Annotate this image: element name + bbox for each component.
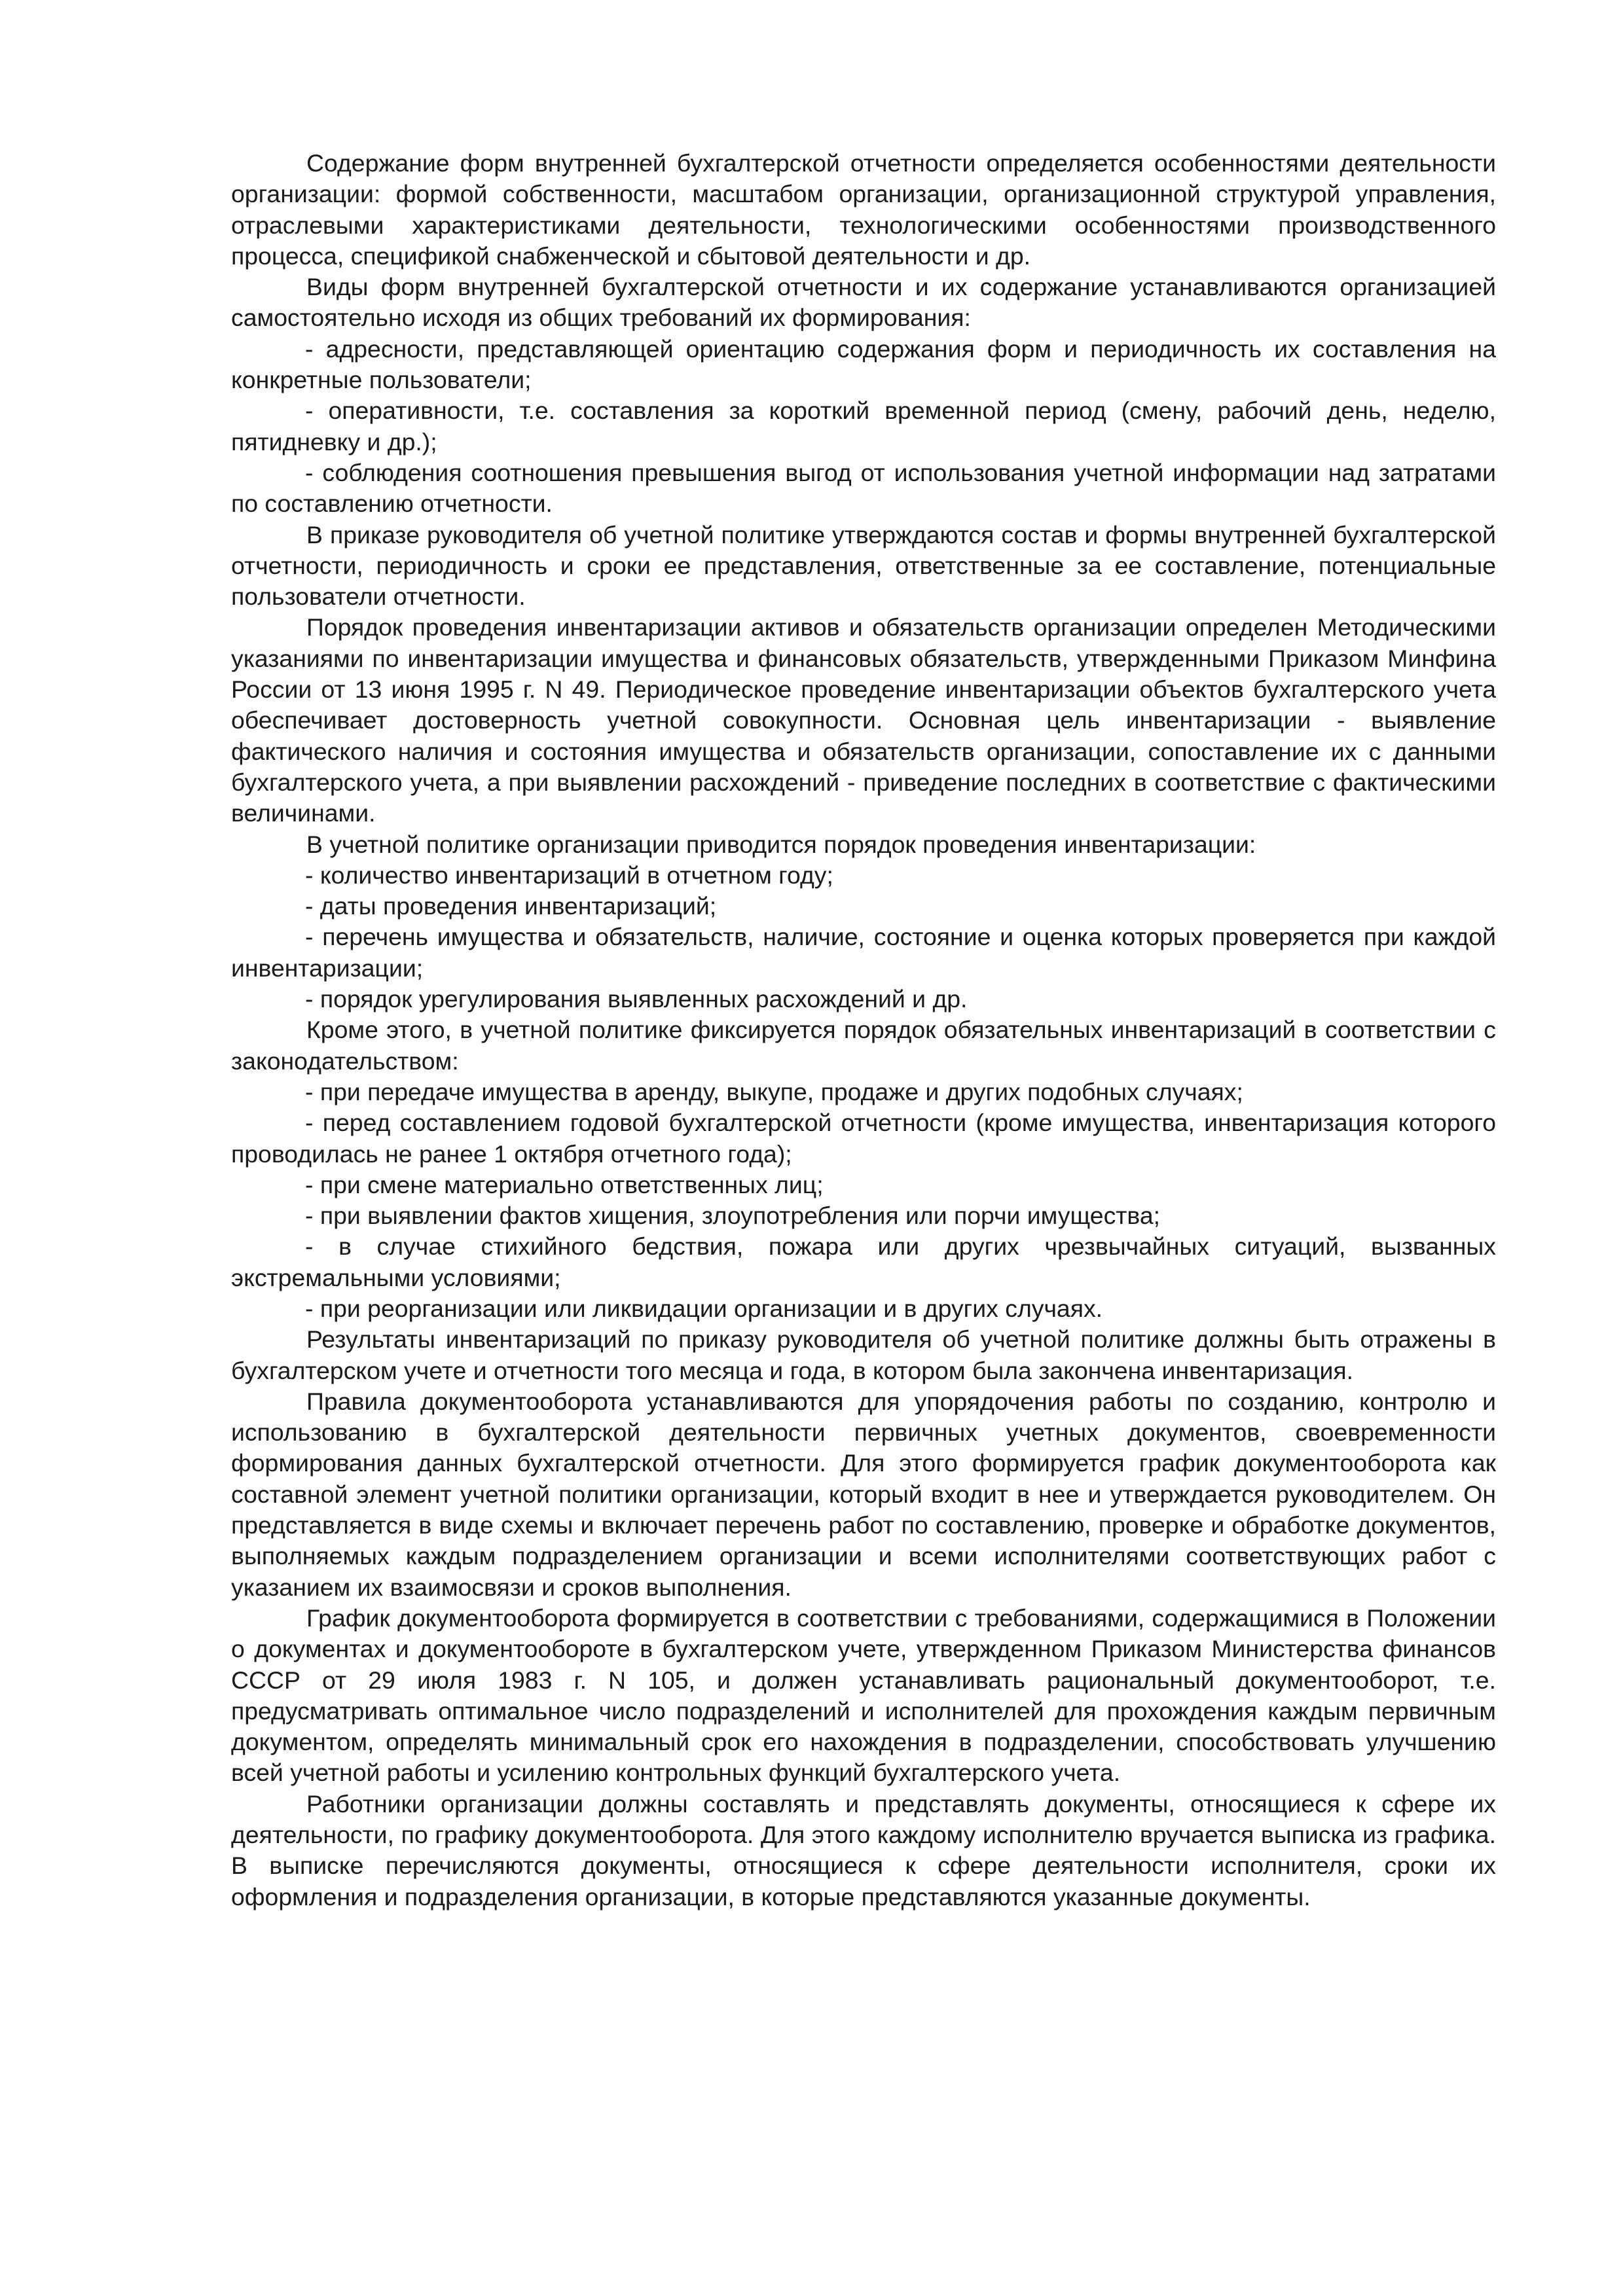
list-item: - адресности, представляющей ориентацию содержания форм и периодичность их составления на конкретные пользователи; — [231, 334, 1496, 394]
paragraph: График документооборота формируется в соответствии с требованиями, содержащимися в Положении о документах и документообороте в бухгалтерском учете, утвержденном Приказом Министерства финансов СССР от 29 июля 1983 г. N 105, и должен устанавливать рациональный документооборот, т.е. предусматривать оптимальное число подразделений и исполнителей для прохождения каждым первичным документом, определять минимальный срок его нахождения в подразделении, способствовать улучшению всей учетной работы и усилению контрольных функций бухгалтерского учета. — [231, 1604, 1496, 1787]
list-item: - порядок урегулирования выявленных расхождений и др. — [305, 985, 968, 1013]
paragraph: Правила документооборота устанавливаются для упорядочения работы по созданию, контролю и использованию в бухгалтерской деятельности первичных учетных документов, своевременности формирования данных бухгалтерской отчетности. Для этого формируется график документооборота как составной элемент учетной политики организации, который входит в нее и утверждается руководителем. Он представляется в виде схемы и включает перечень работ по составлению, проверке и обработке документов, выполняемых каждым подразделением организации и всеми исполнителями соответствующих работ с указанием их взаимосвязи и сроков выполнения. — [231, 1387, 1496, 1601]
list-item: - соблюдения соотношения превышения выгод от использования учетной информации над затратами по составлению отчетности. — [231, 458, 1496, 518]
paragraph: Виды форм внутренней бухгалтерской отчетности и их содержание устанавливаются организацией самостоятельно исходя из общих требований их формирования: — [231, 273, 1496, 332]
paragraph: Работники организации должны составлять и представлять документы, относящиеся к сфере их деятельности, по графику документооборота. Для этого каждому исполнителю вручается выписка из графика. В выписке перечисляются документы, относящиеся к сфере деятельности исполнителя, сроки их оформления и подразделения организации, в которые представляются указанные документы. — [231, 1789, 1496, 1910]
list-item: - количество инвентаризаций в отчетном году; — [305, 861, 833, 889]
document-page — [231, 148, 1496, 1912]
paragraph: Результаты инвентаризаций по приказу руководителя об учетной политике должны быть отражены в бухгалтерском учете и отчетности того месяца и года, в котором была закончена инвентаризация. — [231, 1325, 1496, 1384]
list-item: - оперативности, т.е. составления за короткий временной период (смену, рабочий день, неделю, пятидневку и др.); — [231, 397, 1496, 456]
paragraph: Порядок проведения инвентаризации активов и обязательств организации определен Методическими указаниями по инвентаризации имущества и финансовых обязательств, утвержденными Приказом Минфина России от 13 июня 1995 г. N 49. Периодическое проведение инвентаризации объектов бухгалтерского учета обеспечивает достоверность учетной совокупности. Основная цель инвентаризации - выявление фактического наличия и состояния имущества и обязательств организации, сопоставление их с данными бухгалтерского учета, а при выявлении расхождений - приведение последних в соответствие с фактическими величинами. — [231, 613, 1496, 827]
paragraph: Кроме этого, в учетной политике фиксируется порядок обязательных инвентаризаций в соответствии с законодательством: — [231, 1016, 1496, 1075]
paragraph: В учетной политике организации приводится порядок проведения инвентаризации: — [306, 830, 1256, 858]
list-item: - в случае стихийного бедствия, пожара или других чрезвычайных ситуаций, вызванных экстремальными условиями; — [231, 1232, 1496, 1291]
list-item: - даты проведения инвентаризаций; — [305, 892, 717, 920]
paragraph: В приказе руководителя об учетной политике утверждаются состав и формы внутренней бухгалтерской отчетности, периодичность и сроки ее представления, ответственные за ее составление, потенциальные пользователи отчетности. — [231, 520, 1496, 611]
list-item: - при реорганизации или ликвидации организации и в других случаях. — [305, 1294, 1103, 1322]
list-item: - перед составлением годовой бухгалтерской отчетности (кроме имущества, инвентаризация которого проводилась не ранее 1 октября отчетного года); — [231, 1109, 1496, 1168]
list-item: - перечень имущества и обязательств, наличие, состояние и оценка которых проверяется при каждой инвентаризации; — [231, 923, 1496, 982]
list-item: - при смене материально ответственных лиц; — [305, 1170, 824, 1198]
paragraph: Содержание форм внутренней бухгалтерской отчетности определяется особенностями деятельности организации: формой собственности, масштабом организации, организационной структурой управления, отраслевыми характеристиками деятельности, технологическими особенностями производственного процесса, спецификой снабженческой и сбытовой деятельности и др. — [231, 149, 1496, 270]
list-item: - при передаче имущества в аренду, выкупе, продаже и других подобных случаях; — [305, 1077, 1243, 1105]
list-item: - при выявлении фактов хищения, злоупотребления или порчи имущества; — [305, 1202, 1161, 1230]
